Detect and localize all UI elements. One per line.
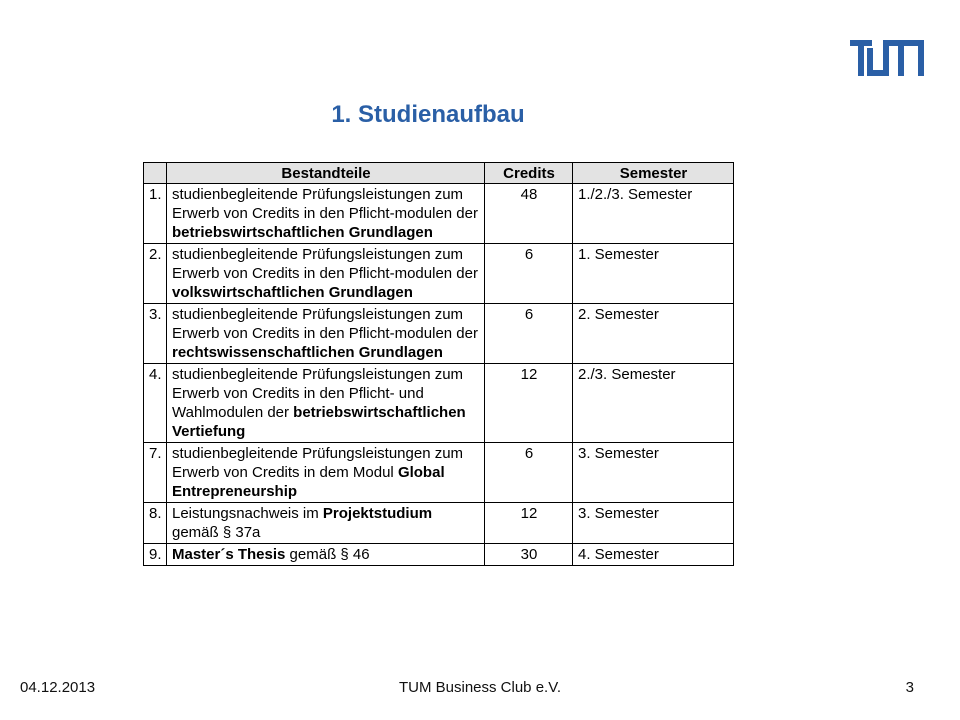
page-number: 3 [905,679,914,696]
row-number: 8. [144,503,167,544]
row-credits: 48 [485,184,573,244]
row-description [167,503,485,544]
table-header-row [144,163,734,184]
header-credits: Credits [485,163,573,184]
table-row [144,244,734,304]
row-credits: 30 [485,544,573,566]
row-semester: 3. Semester [573,443,734,503]
row-description-emphasis: betriebswirtschaftlichen Vertiefung [172,404,466,440]
tum-logo [850,40,924,76]
row-description [167,184,485,244]
row-description-text: studienbegleitende Prüfungsleistungen zum Erwerb von Credits in den Pflicht- und Wahlmodulen der [172,366,464,421]
row-number: 4. [144,364,167,443]
row-credits: 12 [485,364,573,443]
row-semester: 3. Semester [573,503,734,544]
row-semester: 2./3. Semester [573,364,734,443]
row-semester: 1. Semester [573,244,734,304]
row-description [167,244,485,304]
row-description-emphasis: rechtswissenschaftlichen Grundlagen [172,344,443,361]
row-description-suffix: gemäß § 46 [285,546,370,563]
row-description [167,544,485,566]
row-number: 1. [144,184,167,244]
row-description-text: studienbegleitende Prüfungsleistungen zum Erwerb von Credits in den Pflicht-modulen der [172,306,478,342]
header-number [144,163,167,184]
table-row [144,503,734,544]
row-description-emphasis: betriebswirtschaftlichen Grundlagen [172,224,433,241]
row-description-text: Leistungsnachweis im [172,505,323,522]
row-description-emphasis: volkswirtschaftlichen Grundlagen [172,284,413,301]
row-description-text: studienbegleitende Prüfungsleistungen zum Erwerb von Credits in den Pflicht-modulen der [172,186,478,222]
row-semester: 2. Semester [573,304,734,364]
row-description-suffix: gemäß § 37a [172,524,261,541]
header-bestandteile: Bestandteile [167,163,485,184]
footer-organization: TUM Business Club e.V. [398,679,561,696]
page-title: 1. Studienaufbau [331,101,525,128]
row-credits: 6 [485,304,573,364]
row-description-emphasis: Global Entrepreneurship [172,464,445,500]
table-row [144,304,734,364]
table-row [144,364,734,443]
row-number: 2. [144,244,167,304]
table-row [144,544,734,566]
row-description [167,443,485,503]
row-semester: 4. Semester [573,544,734,566]
row-description [167,364,485,443]
table-row [144,443,734,503]
table-row [144,184,734,244]
study-structure-table [143,162,734,566]
row-credits: 12 [485,503,573,544]
row-description-emphasis: Projektstudium [322,505,433,522]
row-description [167,304,485,364]
footer-date: 04.12.2013 [20,679,96,696]
row-number: 7. [144,443,167,503]
row-credits: 6 [485,443,573,503]
header-semester: Semester [573,163,734,184]
row-number: 9. [144,544,167,566]
row-description-text: studienbegleitende Prüfungsleistungen zum Erwerb von Credits in den Pflicht-modulen der [172,246,478,282]
row-number: 3. [144,304,167,364]
row-semester: 1./2./3. Semester [573,184,734,244]
row-credits: 6 [485,244,573,304]
row-description-emphasis: Master´s Thesis [172,546,286,563]
row-description-text: studienbegleitende Prüfungsleistungen zum Erwerb von Credits in dem Modul [172,445,464,481]
